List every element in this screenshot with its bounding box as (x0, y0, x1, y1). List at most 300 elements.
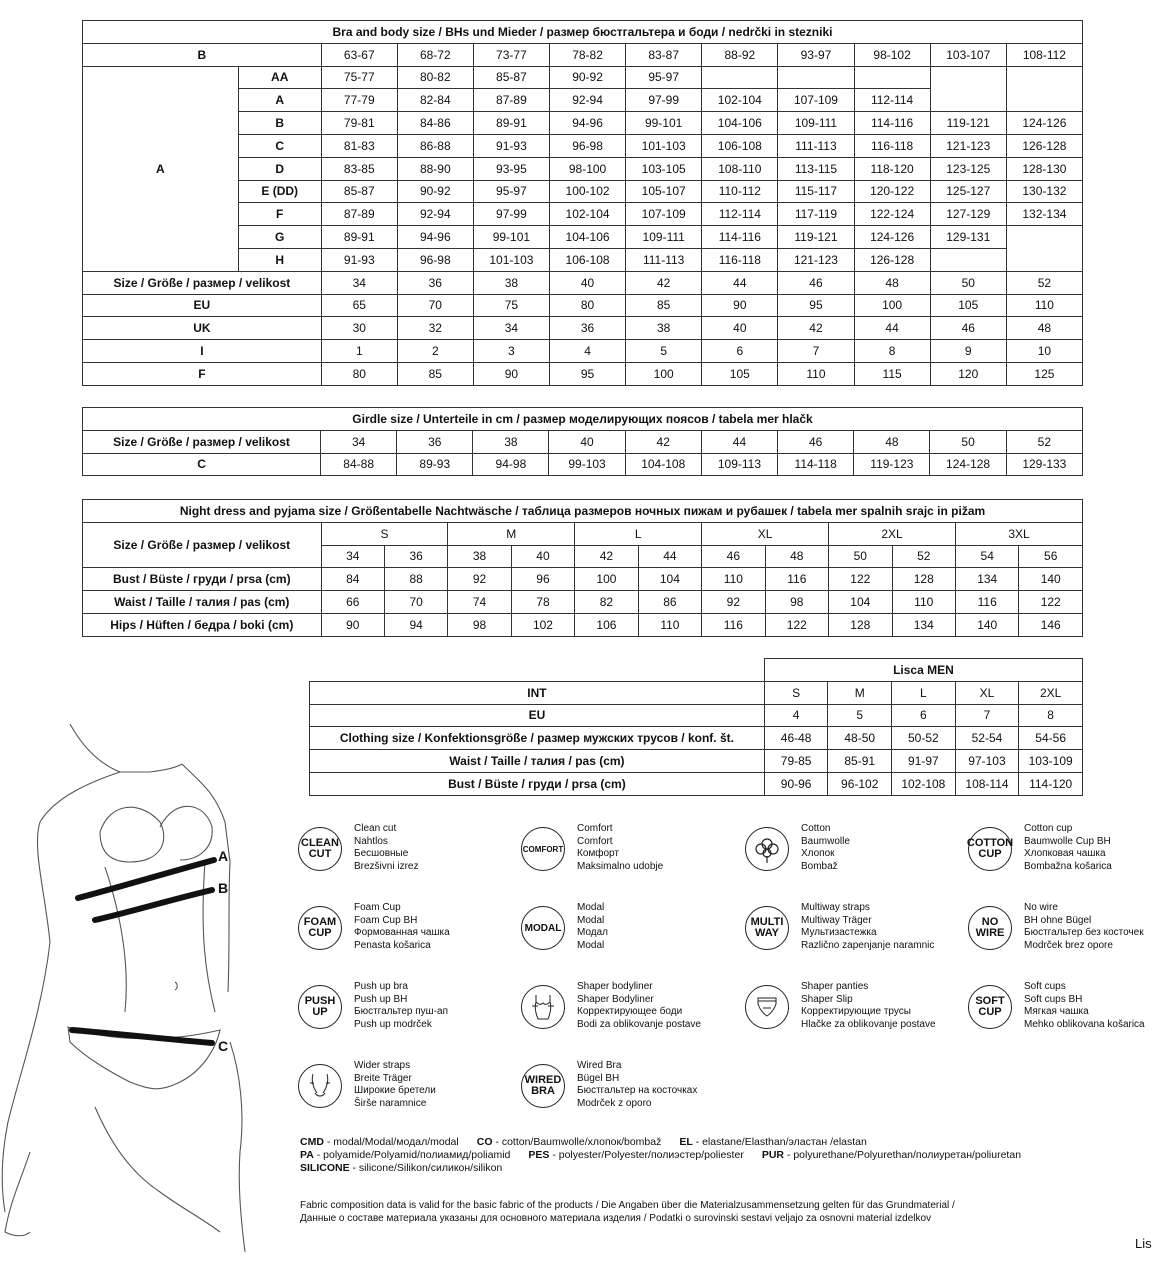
foam-cup-icon (298, 906, 342, 950)
table-cell: 114-116 (854, 112, 930, 135)
feature-description-line: Multiway straps (801, 902, 870, 913)
feature-icon-item (745, 823, 970, 883)
feature-icon-item (521, 902, 746, 962)
legend-line-3 (300, 1162, 1021, 1175)
row-label: Size / Größe / размер / velikost (83, 271, 322, 294)
table-cell: 90 (702, 294, 778, 317)
table-row-size (83, 317, 1083, 340)
table-cell: 115-117 (778, 180, 854, 203)
table-cell: 83-87 (626, 43, 702, 66)
table-cell: 140 (955, 613, 1018, 636)
figure-label-b: B (218, 880, 229, 896)
table-cell: 98 (448, 613, 511, 636)
row-label: A (83, 66, 239, 271)
table-cell: 84 (321, 568, 384, 591)
feature-description (354, 823, 418, 874)
table-cell: 42 (778, 317, 854, 340)
size-letter: M (448, 522, 575, 545)
feature-description-line: Shaper panties (801, 981, 869, 992)
table-cell: 94-96 (397, 226, 473, 249)
feature-description-line: Nahtlos (354, 835, 388, 847)
table-cell: 40 (702, 317, 778, 340)
table-cell: 116 (765, 568, 828, 591)
table-row-size (83, 362, 1083, 385)
table-cell: 98 (765, 591, 828, 614)
feature-description-line: Modal (577, 902, 605, 913)
feature-description-line: Бюстгальтер пуш-ап (354, 1006, 449, 1018)
table-cell: 82 (575, 591, 638, 614)
row-label: I (83, 340, 322, 363)
feature-description-line: Multiway Träger (801, 914, 872, 926)
size-letter: 3XL (955, 522, 1082, 545)
table-cell: 6 (892, 704, 956, 727)
feature-description-line: Hlačke za oblikovanje postave (801, 1019, 936, 1031)
table-cell: 116 (702, 613, 765, 636)
size-number: 52 (892, 545, 955, 568)
table-cell: 92 (702, 591, 765, 614)
table-cell: 77-79 (321, 89, 397, 112)
table-cell (930, 89, 1006, 112)
table-cell (1006, 89, 1082, 112)
table-cell: 129-131 (930, 226, 1006, 249)
feature-description-line: Breite Träger (354, 1072, 412, 1084)
table-cell: 75 (473, 294, 549, 317)
table-cell: 110-112 (702, 180, 778, 203)
cup-label: G (238, 226, 321, 249)
feature-icon-item (968, 823, 1152, 883)
table-cell: 102-104 (702, 89, 778, 112)
legend-abbreviation: PUR (761, 1149, 784, 1161)
feature-description-line: Cotton cup (1024, 823, 1073, 834)
legend-definition: - silicone/Silikon/силикон/silikon (349, 1162, 503, 1174)
table-row (310, 727, 1083, 750)
badge-text: CUP (978, 848, 1002, 860)
table-cell: 89-93 (397, 453, 473, 476)
table-cell: 36 (397, 271, 473, 294)
table-cell: 40 (549, 430, 625, 453)
table-cell: M (828, 681, 892, 704)
night-dress-size-table (82, 499, 1083, 637)
table-row-size (83, 340, 1083, 363)
table-cell: 80-82 (397, 66, 473, 89)
table-cell: 89-91 (473, 112, 549, 135)
feature-description-line: Bügel BH (577, 1072, 620, 1084)
table-title: Night dress and pyjama size / Größentabelle Nachtwäsche / таблица размеров ночных пижам и рубашек / tabela mer spalnih srajc in pižam (83, 500, 1083, 523)
table-cell: 114-118 (778, 453, 854, 476)
table-cell: 109-113 (701, 453, 777, 476)
feature-icon-item (298, 981, 523, 1041)
table-cell: 94 (384, 613, 447, 636)
table-cell: 32 (397, 317, 473, 340)
table-cell: 48 (854, 271, 930, 294)
feature-description-line: Формованная чашка (354, 927, 450, 939)
feature-icon-item (521, 1060, 746, 1120)
table-cell: 8 (1019, 704, 1083, 727)
table-cell: 119-123 (854, 453, 930, 476)
table-cell: 38 (473, 430, 549, 453)
feature-description (577, 902, 608, 953)
table-cell: 91-93 (473, 134, 549, 157)
badge-text: CUP (308, 927, 332, 939)
badge-text: SOFT (975, 995, 1005, 1007)
feature-description-line: Bombažna košarica (1024, 861, 1112, 873)
table-cell: 112-114 (854, 89, 930, 112)
table-cell: 127-129 (930, 203, 1006, 226)
table-cell: 124-128 (930, 453, 1006, 476)
feature-description-line: Корректирующие трусы (801, 1006, 911, 1018)
table-cell: S (764, 681, 828, 704)
row-label: EU (83, 294, 322, 317)
push-up-icon (298, 985, 342, 1029)
table-cell: 102-104 (549, 203, 625, 226)
material-abbreviation-legend (300, 1136, 1021, 1175)
feature-description-line: Хлопковая чашка (1024, 848, 1106, 860)
table-cell: 101-103 (473, 248, 549, 271)
row-label: UK (83, 317, 322, 340)
table-cell: 46 (778, 430, 854, 453)
feature-description-line: Push up modrček (354, 1019, 432, 1031)
table-cell: 78-82 (549, 43, 625, 66)
table-cell: 96-102 (828, 772, 892, 795)
table-cell: 34 (321, 271, 397, 294)
table-cell: 52-54 (955, 727, 1019, 750)
cotton-icon (745, 827, 789, 871)
table-cell: 114-116 (702, 226, 778, 249)
table-cell: 100 (854, 294, 930, 317)
cup-label: A (238, 89, 321, 112)
table-cell: 54-56 (1019, 727, 1083, 750)
cup-label: F (238, 203, 321, 226)
badge-text: WIRE (975, 927, 1005, 939)
table-cell: 104-106 (702, 112, 778, 135)
body-outline-illustration (0, 712, 300, 1257)
bra-size-table (82, 20, 1083, 386)
table-cell: 119-121 (930, 112, 1006, 135)
table-cell: 117-119 (778, 203, 854, 226)
table-cell: 108-114 (955, 772, 1019, 795)
table-cell: 70 (384, 591, 447, 614)
size-letter: S (321, 522, 448, 545)
table-title: Girdle size / Unterteile in cm / размер моделирующих поясов / tabela mer hlačk (83, 408, 1083, 431)
table-cell: 123-125 (930, 157, 1006, 180)
table-cell: 128-130 (1006, 157, 1082, 180)
feature-description-line: Širše naramnice (354, 1098, 427, 1110)
clean-cut-icon (298, 827, 342, 871)
table-cell: 81-83 (321, 134, 397, 157)
feature-description-line: BH ohne Bügel (1024, 914, 1092, 926)
table-cell: 8 (854, 340, 930, 363)
size-number: 50 (829, 545, 892, 568)
feature-description-line: Mehko oblikovana košarica (1024, 1019, 1145, 1031)
table-cell: 93-95 (473, 157, 549, 180)
table-cell: 122-124 (854, 203, 930, 226)
feature-description-line: Comfort (577, 835, 613, 847)
legend-abbreviation: CMD (300, 1136, 324, 1148)
table-cell (854, 66, 930, 89)
table-cell: 128 (892, 568, 955, 591)
table-cell: 96-98 (397, 248, 473, 271)
badge-text: WIRED (524, 1074, 562, 1086)
table-cell: 94-96 (549, 112, 625, 135)
table-cell: 102-108 (892, 772, 956, 795)
feature-description-line: Baumwolle Cup BH (1024, 835, 1111, 847)
size-number: 56 (1019, 545, 1083, 568)
feature-description (801, 823, 850, 874)
table-cell: 89-91 (321, 226, 397, 249)
figure-label-c: C (218, 1038, 229, 1054)
size-number: 34 (321, 545, 384, 568)
table-cell: 132-134 (1006, 203, 1082, 226)
table-cell: 88-90 (397, 157, 473, 180)
table-cell: 110 (892, 591, 955, 614)
feature-description-line: Корректирующее боди (577, 1006, 683, 1018)
soft-cup-icon (968, 985, 1012, 1029)
legend-definition: - modal/Modal/модал/modal (323, 1136, 459, 1148)
table-title: Lisca MEN (764, 659, 1082, 682)
table-cell: 100 (626, 362, 702, 385)
legend-line-1 (300, 1136, 1021, 1149)
table-cell: 83-85 (321, 157, 397, 180)
feature-description-line: Wider straps (354, 1060, 411, 1071)
table-cell: 52 (1006, 271, 1082, 294)
badge-text: CLEAN (301, 837, 339, 849)
table-cell: 121-123 (930, 134, 1006, 157)
table-cell: 110 (638, 613, 701, 636)
table-row (310, 772, 1083, 795)
feature-description (577, 823, 663, 874)
table-cell: 5 (828, 704, 892, 727)
table-cell (1006, 66, 1082, 89)
feature-icon-item (968, 902, 1152, 962)
size-number: 54 (955, 545, 1018, 568)
table-row (310, 681, 1083, 704)
multi-way-icon (745, 906, 789, 950)
table-cell: 44 (702, 271, 778, 294)
table-cell: 94-98 (473, 453, 549, 476)
cup-label: D (238, 157, 321, 180)
legend-abbreviation: EL (679, 1136, 693, 1148)
badge-text: UP (312, 1006, 328, 1018)
table-cell: 128 (829, 613, 892, 636)
table-cell: 63-67 (321, 43, 397, 66)
feature-description-line: Clean cut (354, 823, 397, 834)
girdle-size-table (82, 407, 1083, 476)
table-row-cup (83, 66, 1083, 89)
table-cell: 90-92 (549, 66, 625, 89)
cotton-cup-icon (968, 827, 1012, 871)
table-cell: 109-111 (778, 112, 854, 135)
table-cell: 111-113 (626, 248, 702, 271)
table-cell: 85-87 (473, 66, 549, 89)
table-cell: 9 (930, 340, 1006, 363)
size-letter: 2XL (829, 522, 956, 545)
size-number: 40 (511, 545, 574, 568)
table-cell (778, 66, 854, 89)
table-cell: 99-101 (473, 226, 549, 249)
table-cell: 2XL (1019, 681, 1083, 704)
table-cell: 95-97 (626, 66, 702, 89)
feature-description-line: Baumwolle (801, 835, 850, 847)
cup-label: C (238, 134, 321, 157)
table-cell: 100 (575, 568, 638, 591)
legend-abbreviation: CO (476, 1136, 493, 1148)
table-cell: 40 (549, 271, 625, 294)
table-cell: 96 (511, 568, 574, 591)
table-cell: 50 (930, 430, 1006, 453)
table-cell: 134 (892, 613, 955, 636)
table-row (83, 613, 1083, 636)
legend-definition: - elastane/Elasthan/эластан /elastan (692, 1136, 867, 1148)
feature-description-line: Soft cups (1024, 981, 1066, 992)
table-cell: 79-85 (764, 750, 828, 773)
feature-description-line: Različno zapenjanje naramnic (801, 940, 935, 952)
feature-description-line: Modal (577, 940, 605, 952)
table-cell: 106 (575, 613, 638, 636)
table-cell: 108-110 (702, 157, 778, 180)
table-cell: 90 (473, 362, 549, 385)
legend-definition: - cotton/Baumwolle/хлопок/bombaž (492, 1136, 662, 1148)
row-label: Hips / Hüften / бедра / boki (cm) (83, 613, 322, 636)
row-label: F (83, 362, 322, 385)
size-letter: L (575, 522, 702, 545)
table-cell: 80 (321, 362, 397, 385)
size-number: 42 (575, 545, 638, 568)
table-cell: 44 (701, 430, 777, 453)
badge-text: COTTON (966, 837, 1014, 849)
size-number: 44 (638, 545, 701, 568)
table-cell: 107-109 (626, 203, 702, 226)
table-cell: 52 (1006, 430, 1082, 453)
table-cell: 88 (384, 568, 447, 591)
feature-description-line: Мультизастежка (801, 927, 877, 939)
badge-text: NO (981, 916, 999, 928)
feature-description-line: Bodi za oblikovanje postave (577, 1019, 701, 1031)
table-title-row (83, 21, 1083, 44)
legend-abbreviation: SILICONE (300, 1162, 350, 1174)
table-cell (1006, 226, 1082, 249)
table-cell: 119-121 (778, 226, 854, 249)
empty-cell (310, 659, 765, 682)
table-cell: 92-94 (549, 89, 625, 112)
feature-description-line: Бесшовные (354, 848, 409, 860)
table-cell: 124-126 (1006, 112, 1082, 135)
shaper-bodyliner-icon (521, 985, 565, 1029)
badge-text: COMFORT (522, 844, 564, 854)
row-label: Bust / Büste / груди / prsa (cm) (83, 568, 322, 591)
table-cell: 130-132 (1006, 180, 1082, 203)
table-cell: 84-88 (321, 453, 397, 476)
feature-icon-item (298, 902, 523, 962)
lisca-men-size-table (309, 658, 1083, 796)
table-cell: 6 (702, 340, 778, 363)
feature-icon-item (745, 981, 970, 1041)
row-label: Size / Größe / размер / velikost (83, 430, 321, 453)
table-cell: 92 (448, 568, 511, 591)
table-cell: 95 (549, 362, 625, 385)
feature-description (354, 981, 448, 1032)
table-cell (930, 66, 1006, 89)
table-cell: 106-108 (702, 134, 778, 157)
table-cell: 4 (549, 340, 625, 363)
row-label: EU (310, 704, 765, 727)
table-row (310, 704, 1083, 727)
table-cell: 103-107 (930, 43, 1006, 66)
feature-description-line: Penasta košarica (354, 940, 431, 952)
table-cell: 92-94 (397, 203, 473, 226)
table-cell: 87-89 (321, 203, 397, 226)
row-label: Waist / Taille / талия / pas (cm) (310, 750, 765, 773)
table-cell: 116 (955, 591, 1018, 614)
feature-description-line: Bombaž (801, 861, 838, 873)
table-cell: 105-107 (626, 180, 702, 203)
feature-description (801, 981, 936, 1032)
feature-description-line: Soft cups BH (1024, 993, 1083, 1005)
table-cell: 38 (626, 317, 702, 340)
table-cell: 48 (1006, 317, 1082, 340)
table-cell: 4 (764, 704, 828, 727)
table-cell: 46-48 (764, 727, 828, 750)
table-cell: 88-92 (702, 43, 778, 66)
table-cell: 104-106 (549, 226, 625, 249)
table-cell (702, 66, 778, 89)
table-cell: 7 (955, 704, 1019, 727)
table-cell: 98-102 (854, 43, 930, 66)
feature-description-line: Foam Cup (354, 902, 401, 913)
feature-description-line: Shaper Bodyliner (577, 993, 654, 1005)
table-cell: 86 (638, 591, 701, 614)
feature-icon-item (298, 1060, 523, 1120)
table-cell: 115 (854, 362, 930, 385)
feature-icon-item (968, 981, 1152, 1041)
feature-description-line: Foam Cup BH (354, 914, 418, 926)
feature-description-line: Modrček z oporo (577, 1098, 652, 1110)
table-cell: 48-50 (828, 727, 892, 750)
table-cell: 48 (854, 430, 930, 453)
feature-description-line: Мягкая чашка (1024, 1006, 1089, 1018)
table-cell: 96-98 (549, 134, 625, 157)
table-cell: 36 (397, 430, 473, 453)
table-cell: 118-120 (854, 157, 930, 180)
legend-definition: - polyamide/Polyamid/полиамид/poliamid (313, 1149, 511, 1161)
feature-description-line: Хлопок (801, 848, 835, 860)
table-cell: 101-103 (626, 134, 702, 157)
cup-label: E (DD) (238, 180, 321, 203)
table-title: Bra and body size / BHs und Mieder / размер бюстгальтера и боди / nedrčki in stezniki (83, 21, 1083, 44)
table-cell: 103-109 (1019, 750, 1083, 773)
comfort-icon (521, 827, 565, 871)
table-cell: 100-102 (549, 180, 625, 203)
table-cell: 110 (778, 362, 854, 385)
legend-definition: - polyurethane/Polyurethan/полиуретан/poliuretan (784, 1149, 1022, 1161)
table-cell: 97-99 (626, 89, 702, 112)
row-label: C (83, 453, 321, 476)
table-cell: 85 (397, 362, 473, 385)
table-row (83, 568, 1083, 591)
table-cell: 84-86 (397, 112, 473, 135)
wired-bra-icon (521, 1064, 565, 1108)
table-cell: 42 (626, 271, 702, 294)
table-cell: 5 (626, 340, 702, 363)
table-cell: 73-77 (473, 43, 549, 66)
feature-description-line: Модал (577, 927, 609, 939)
feature-description-line: Бюстгальтер без косточек (1024, 927, 1144, 939)
table-cell (930, 248, 1006, 271)
table-cell: 91-93 (321, 248, 397, 271)
fabric-composition-note (300, 1199, 955, 1225)
legend-definition: - polyester/Polyester/полиэстер/poliester (549, 1149, 744, 1161)
table-cell: 34 (321, 430, 397, 453)
table-row (310, 750, 1083, 773)
